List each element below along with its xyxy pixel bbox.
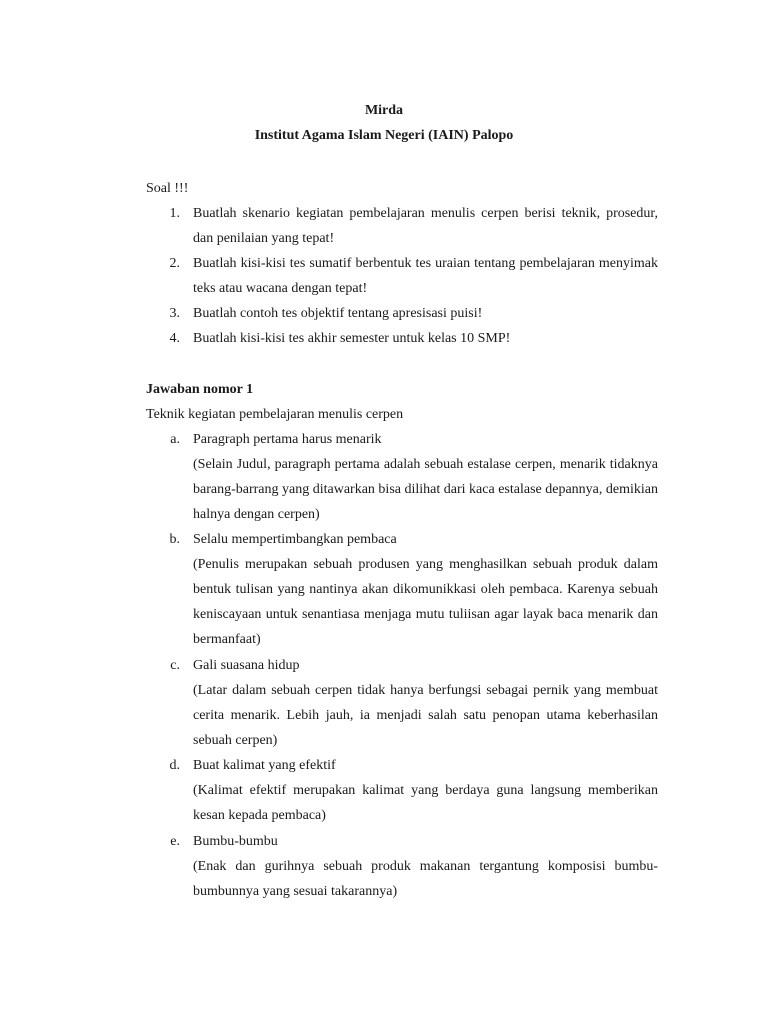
questions-heading: Soal !!! (146, 181, 189, 196)
technique-letter: c. (170, 658, 180, 673)
question-number: 4. (169, 331, 180, 346)
technique-letter: e. (170, 834, 180, 849)
technique-title: Buat kalimat yang efektif (193, 758, 336, 773)
technique-letter: b. (169, 532, 180, 547)
question-number: 3. (169, 306, 180, 321)
technique-description: (Latar dalam sebuah cerpen tidak hanya berfungsi sebagai pernik yang membuat cerita menarik. Lebih jauh, ia menjadi salah satu penopan utama keberhasilan sebuah cerpen) (193, 683, 658, 748)
technique-description: (Selain Judul, paragraph pertama adalah sebuah estalase cerpen, menarik tidaknya barang-barrang yang ditawarkan bisa dilihat dari kaca estalase depannya, demikian halnya dengan cerpen) (193, 457, 658, 522)
question-text: Buatlah kisi-kisi tes sumatif berbentuk tes uraian tentang pembelajaran menyimak teks atau wacana dengan tepat! (193, 256, 658, 296)
question-number: 2. (169, 256, 180, 271)
question-text: Buatlah skenario kegiatan pembelajaran menulis cerpen berisi teknik, prosedur, dan penilaian yang tepat! (193, 206, 658, 246)
technique-title: Gali suasana hidup (193, 658, 300, 673)
technique-title: Selalu mempertimbangkan pembaca (193, 532, 397, 547)
answer-intro: Teknik kegiatan pembelajaran menulis cerpen (146, 407, 404, 422)
technique-description: (Penulis merupakan sebuah produsen yang menghasilkan sebuah produk dalam bentuk tulisan yang nantinya akan dikomunikkasi oleh pembaca. Karenya sebuah keniscayaan untuk senantiasa menjaga mutu tuliisan agar layak baca menarik dan bermanfaat) (193, 557, 658, 647)
technique-description: (Enak dan gurihnya sebuah produk makanan tergantung komposisi bumbu-bumbunnya yang sesuai takarannya) (193, 859, 658, 899)
institution-name: Institut Agama Islam Negeri (IAIN) Palopo (254, 128, 514, 143)
technique-letter: a. (170, 432, 180, 447)
answer-heading: Jawaban nomor 1 (146, 382, 254, 397)
technique-title: Paragraph pertama harus menarik (193, 432, 382, 447)
technique-letter: d. (169, 758, 180, 773)
question-text: Buatlah kisi-kisi tes akhir semester untuk kelas 10 SMP! (193, 331, 511, 346)
technique-description: (Kalimat efektif merupakan kalimat yang berdaya guna langsung memberikan kesan kepada pembaca) (193, 783, 658, 823)
question-number: 1. (169, 206, 180, 221)
author-name: Mirda (364, 103, 404, 118)
technique-title: Bumbu-bumbu (193, 834, 278, 849)
question-text: Buatlah contoh tes objektif tentang apresisasi puisi! (193, 306, 483, 321)
